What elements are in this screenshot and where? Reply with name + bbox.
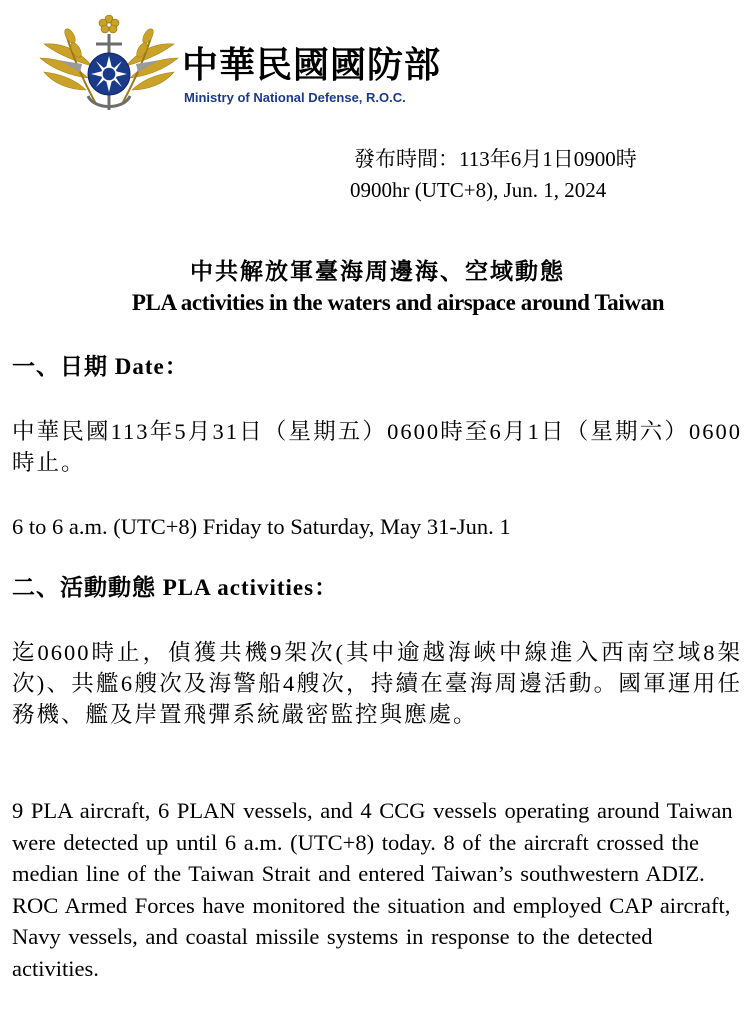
org-name-en: Ministry of National Defense, R.O.C. [184,90,406,105]
release-time-zh: 發布時間：113年6月1日0900時 [354,147,637,171]
activities-text-zh: 迄0600時止，偵獲共機9架次(其中逾越海峽中線進入西南空域8架次)、共艦6艘次及海警船4艘次，持續在臺海周邊活動。國軍運用任務機、艦及岸置飛彈系統嚴密監控與應處。 [12,640,742,727]
activities-text-en: 9 PLA aircraft, 6 PLAN vessels, and 4 CCG vessels operating around Taiwan were detected up until 6 a.m. (UTC+8) today. 8 of the aircraft crossed the median line of the Taiwan Strait and entered Taiwan’s southwestern ADIZ. ROC Armed Forces have monitored the situation and employed CAP aircraft, Navy vessels, and coastal missile systems in response to the detected activities. [12,798,733,981]
mnd-emblem-icon [36,14,182,120]
date-text-zh: 中華民國113年5月31日（星期五）0600時至6月1日（星期六）0600時止。 [12,419,742,475]
date-text-en: 6 to 6 a.m. (UTC+8) Friday to Saturday, May 31-Jun. 1 [12,514,511,539]
title-zh: 中共解放軍臺海周邊海、空域動態 [190,259,565,284]
title-en: PLA activities in the waters and airspace around Taiwan [131,290,665,315]
org-name-zh: 中華民國國防部 [182,45,442,86]
section-heading-activities: 二、活動動態 PLA activities： [12,575,339,600]
release-time-en: 0900hr (UTC+8), Jun. 1, 2024 [350,178,607,202]
section-heading-date: 一、日期 Date： [12,354,189,379]
